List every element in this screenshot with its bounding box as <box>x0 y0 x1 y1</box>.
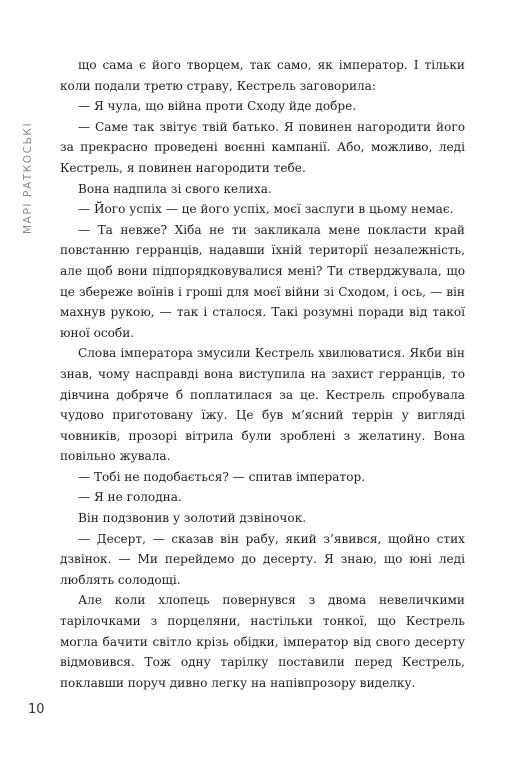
paragraph: — Тобі не подобається? — спитав імператор. <box>78 469 366 484</box>
page-number: 10 <box>28 702 45 717</box>
paragraph: — Саме так звітує твій батько. Я повинен нагородити його за прекрасно проведені воєнні кампанії. Або, можливо, леді Кестрель, я повинен нагородити тебе. <box>60 119 465 175</box>
author-name: МАРІ РАТКОСЬКІ <box>22 121 34 234</box>
paragraph: — Я чула, що війна проти Сходу йде добре. <box>78 99 357 114</box>
paragraph: — Я не голодна. <box>78 490 182 505</box>
running-head <box>22 34 38 234</box>
paragraph: Але коли хлопець повернувся з двома невеличкими тарілочками з порцеляни, настільки тонкої, що Кестрель могла бачити світло крізь обідки, імператор від свого десерту відмовився. Тож одну тарілку поставили перед Кестрель, поклавши поруч дивно легку на напівпрозору виделку. <box>60 593 465 690</box>
paragraph: що сама є його творцем, так само, як імператор. І тільки коли подали третю страву, Кестрель заговорила: <box>60 58 465 93</box>
paragraph: — Його успіх — це його успіх, моєї заслуги в цьому немає. <box>78 202 454 217</box>
paragraph: Слова імператора змусили Кестрель хвилюватися. Якби він знав, чому насправді вона виступила на захист герранців, то дівчина добряче б поплатилася за це. Кестрель спробувала чудово приготовану їжу. Це був м’ясний террін у вигляді човників, прозорі вітрила були зроблені з желатину. Вона повільно жувала. <box>60 346 465 464</box>
paragraph: — Та невже? Хіба не ти закликала мене покласти край повстанню герранців, надавши їхній території незалежність, але щоб вони підпорядковувалися мені? Ти стверджувала, що це збереже воїнів і гроші для моєї війни зі Сходом, і ось, — він махнув рукою, — так і сталося. Такі розумні поради від такої юної особи. <box>60 222 465 340</box>
paragraph: Він подзвонив у золотий дзвіночок. <box>78 511 307 526</box>
paragraph: — Десерт, — сказав він рабу, який з’явився, щойно стих дзвінок. — Ми перейдемо до десерту. Я знаю, що юні леді люблять солодощі. <box>60 531 465 587</box>
paragraph: Вона надпила зі свого келиха. <box>78 181 272 196</box>
body-text <box>60 55 465 693</box>
